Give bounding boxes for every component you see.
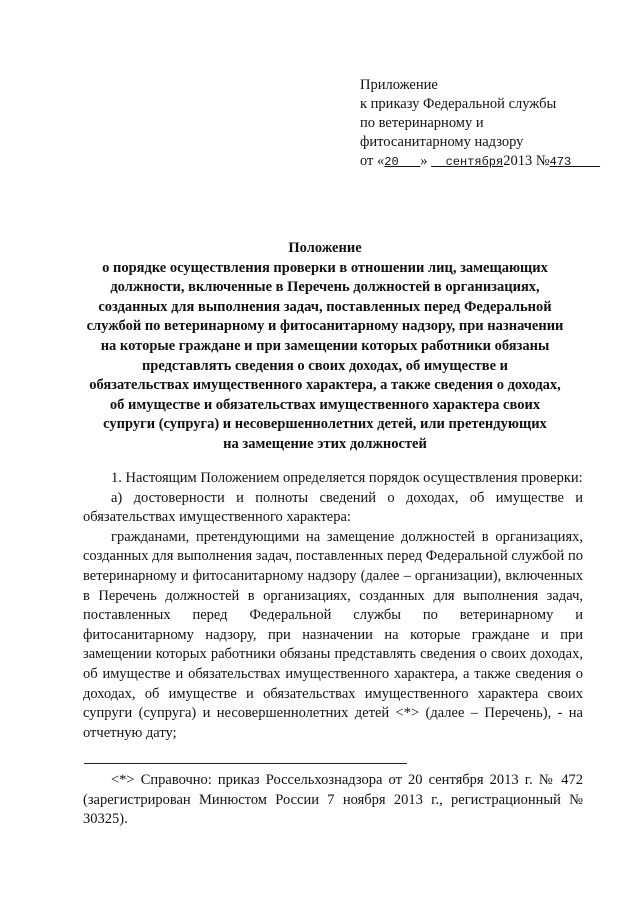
title-line: созданных для выполнения задач, поставленных перед Федеральной <box>98 298 552 315</box>
title-line: представлять сведения о своих доходах, об имуществе и <box>141 357 509 374</box>
paragraph-citizens: гражданами, претендующими на замещение должностей в организациях, созданных для выполнения задач, поставленных перед Федеральной службой по ветеринарному и фитосанитарному надзору (далее – организации), включенных в Перечень должностей в организациях, созданных для выполнения задач, поставленных перед Федеральной службы по ветеринарному и фитосанитарному надзору, при назначении на которые граждане и при замещении которых работники обязаны представлять сведения о своих доходах, об имуществе и обязательствах имущественного характера, а также сведения о доходах, об имуществе и обязательствах имущественного характера своих супруги (супруга) и несовершеннолетних детей <*> (далее – Перечень), - на отчетную дату; <box>83 528 583 741</box>
document-title <box>80 239 570 455</box>
date-prefix: от « <box>360 153 385 169</box>
attachment-line-2: к приказу Федеральной службы <box>360 96 557 112</box>
order-day: 20 <box>384 155 399 169</box>
paragraph-1: 1. Настоящим Положением определяется порядок осуществления проверки: <box>111 470 583 486</box>
title-line: супруги (супруга) и несовершеннолетних детей, или претендующих <box>103 416 547 433</box>
title-line: об имуществе и обязательствах имущественного характера своих <box>109 396 541 413</box>
order-year: 2013 <box>503 153 533 169</box>
date-quote-close: » <box>420 153 428 169</box>
title-line: на которые граждане и при замещении которых работники обязаны <box>100 337 550 354</box>
document-body <box>83 469 583 743</box>
title-line: службой по ветеринарному и фитосанитарному надзору, при назначении <box>86 318 564 335</box>
paragraph-a: а) достоверности и полноты сведений о доходах, об имуществе и обязательствах имущественного характера: <box>83 489 583 526</box>
title-line: о порядке осуществления проверки в отношении лиц, замещающих <box>102 259 548 276</box>
title-line: обязательствах имущественного характера, а также сведения о доходах, <box>89 377 561 394</box>
number-prefix: № <box>535 153 550 169</box>
footnote-separator <box>84 763 407 764</box>
title-line: на замещение этих должностей <box>223 435 427 452</box>
attachment-line-4: фитосанитарному надзору <box>360 134 524 150</box>
attachment-line-1: Приложение <box>360 77 438 93</box>
order-number: 473 <box>549 155 572 169</box>
order-date-line <box>360 152 610 172</box>
order-month: сентября <box>445 155 504 169</box>
attachment-block <box>360 76 610 172</box>
title-heading: Положение <box>288 240 362 256</box>
footnote: <*> Справочно: приказ Россельхознадзора от 20 сентября 2013 г. № 472 (зарегистрирован Минюстом России 7 ноября 2013 г., регистрационный № 30325). <box>83 772 583 827</box>
title-line: должности, включенные в Перечень должностей в организациях, <box>110 279 540 296</box>
attachment-line-3: по ветеринарному и <box>360 115 484 131</box>
